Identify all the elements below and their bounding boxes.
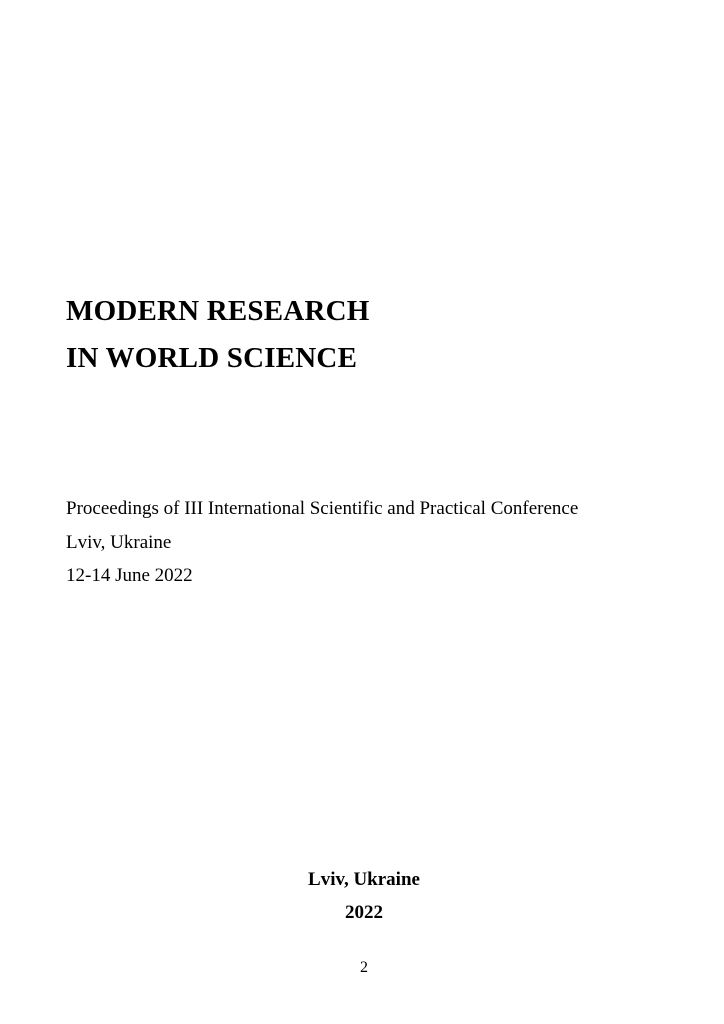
location-line: Lviv, Ukraine — [66, 531, 172, 553]
page-content — [66, 0, 664, 1024]
document-title — [66, 288, 664, 382]
conference-details — [66, 492, 664, 593]
page-number: 2 — [360, 959, 368, 976]
imprint-place: Lviv, Ukraine — [308, 869, 420, 890]
imprint — [66, 864, 662, 929]
date-line: 12-14 June 2022 — [66, 565, 193, 586]
title-line-1: MODERN RESEARCH — [66, 295, 370, 327]
proceedings-line: Proceedings of III International Scientific and Practical Conference — [66, 498, 579, 519]
imprint-year: 2022 — [345, 901, 383, 923]
title-line-2: IN WORLD SCIENCE — [66, 342, 358, 374]
